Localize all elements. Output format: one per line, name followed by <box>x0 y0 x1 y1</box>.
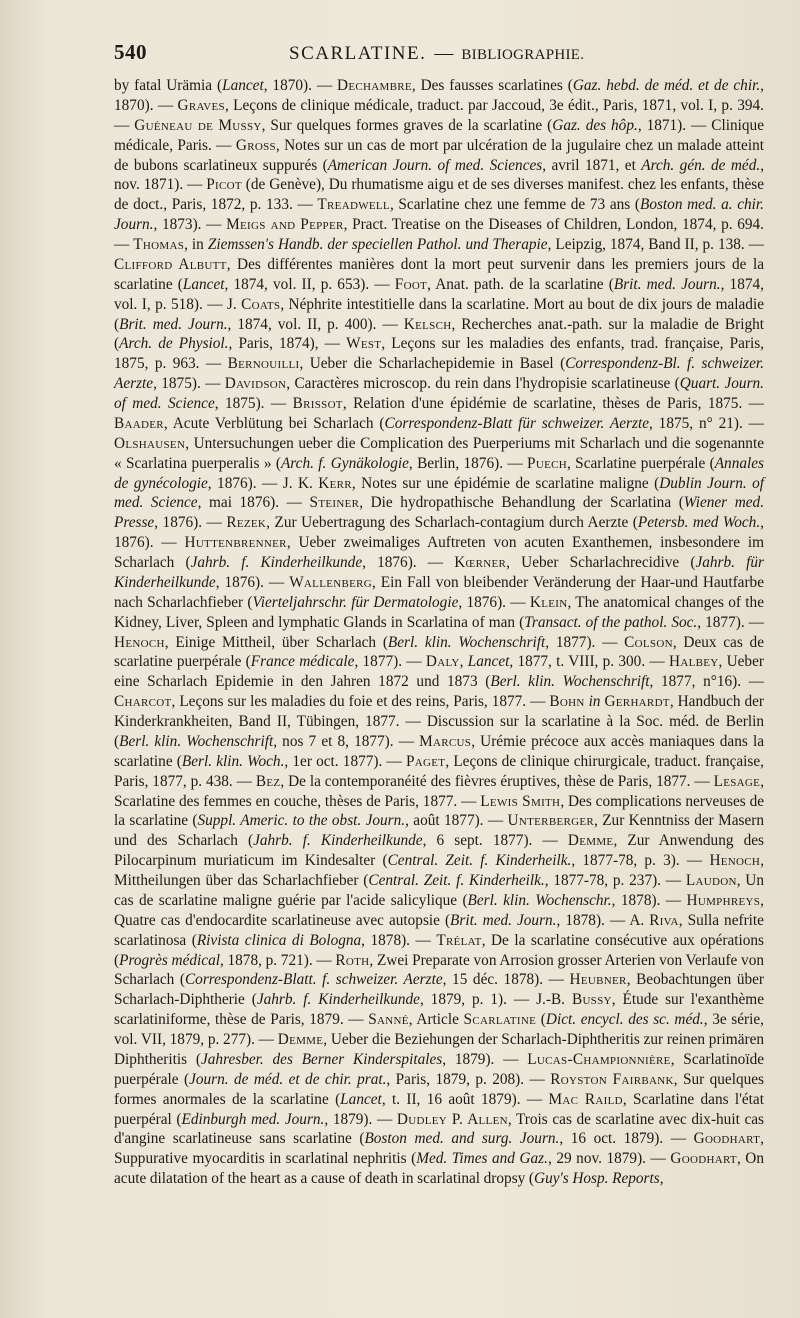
text-segment: , 29 nov. 1879). — <box>547 1150 671 1168</box>
text-segment: , Zur Anwendung des Pilocarpinum muriaticum im Kindesalter ( <box>114 832 765 870</box>
text-segment: , 1875). — <box>153 375 225 393</box>
text-segment: , Sulla nefrite scarlatinosa ( <box>114 911 764 949</box>
text-segment: (de Genève), Du rhumatisme aigu et de ses diverses manifest. chez les enfants, thèse de doct., Paris, 1872, p. 133. — <box>114 176 764 214</box>
citation-title: Arch. gén. de méd. <box>641 156 761 174</box>
citation-title: Berl. klin. Wochenschr. <box>467 891 612 909</box>
text-segment: , Quatre cas d'endocardite scarlatineuse avec autopsie ( <box>114 891 764 929</box>
text-segment: , 1878). — <box>611 891 687 909</box>
author-name: Bez <box>255 772 281 790</box>
text-segment: , Scarlatine puerpérale ( <box>567 454 715 472</box>
text-segment: , 1876). — <box>114 514 764 552</box>
text-segment: , nov. 1871). — <box>114 156 765 194</box>
author-name: Royston Fairbank <box>550 1070 674 1088</box>
citation-title: Lancet <box>340 1090 382 1108</box>
author-name: Trélat <box>436 931 482 949</box>
text-segment: , 1877-78, p. 3). — <box>571 852 710 870</box>
text-segment: , Pract. Treatise on the Diseases of Children, London, 1874, p. 694. — <box>114 216 764 253</box>
author-name: Lesage <box>713 772 761 790</box>
text-segment: , Scarlatine des femmes en couche, thèses de Paris, 1877. — <box>114 772 765 810</box>
citation-title: Dublin Journ. of med. Science <box>114 474 765 512</box>
author-name: Paget <box>405 752 446 770</box>
citation-title: France médicale <box>250 653 355 671</box>
author-name: Demme <box>567 832 614 850</box>
text-segment: , avril 1871, et <box>542 156 642 174</box>
citation-title: Guy's Hosp. Reports <box>534 1170 660 1188</box>
text-segment: , Zwei Preparate von Arrosion grosser Arterien von Verlaufe von Scharlach ( <box>114 951 764 989</box>
running-head <box>114 40 764 74</box>
page-number: 540 <box>114 40 147 64</box>
citation-title: Rivista clinica di Bologna <box>196 931 362 949</box>
author-name: Unterberger <box>507 812 595 830</box>
text-segment: , Suppurative myocarditis in scarlatinal nephritis ( <box>114 1130 764 1168</box>
text-segment: , Leçons sur les maladies du foie et des reins, Paris, 1877. — <box>171 693 550 711</box>
text-segment: , <box>459 653 468 671</box>
text-segment: , 1879). — <box>324 1110 397 1128</box>
text-segment: , 1874, vol. I, p. 518). — J. <box>114 275 764 313</box>
author-name: Treadwell <box>317 196 390 214</box>
author-name: Marcus <box>419 732 472 750</box>
citation-title: Brit. med. Journ. <box>613 275 721 293</box>
author-name: Coats <box>241 295 281 313</box>
citation-title: Annales de gynécologie <box>114 454 764 492</box>
author-name: Colson <box>624 633 673 651</box>
text-segment: , Ueber die Scharlachepidemie in Basel ( <box>299 355 566 373</box>
author-name: Sanné <box>368 1011 409 1029</box>
running-title: SCARLATINE. <box>289 43 427 64</box>
text-segment: , Leçons sur les maladies des enfants, trad. française, Paris, 1875, p. 963. — <box>114 335 764 373</box>
citation-title: Jahrb. f. Kinderheilkunde <box>253 832 423 850</box>
text-segment: , 1876). — <box>458 593 530 611</box>
author-name: Riva <box>649 911 679 929</box>
text-segment: , Étude sur l'exanthème scarlatiniforme, thèse de Paris, 1879. — <box>114 991 764 1029</box>
text-segment: , 1er oct. 1877). — <box>284 752 406 770</box>
citation-title: Dict. encycl. des sc. méd. <box>545 1011 704 1029</box>
text-segment: , Scarlatine chez une femme de 73 ans ( <box>389 196 640 214</box>
citation-title: Berl. klin. Wochenschrift <box>387 633 546 651</box>
author-name: Kelsch <box>403 315 452 333</box>
text-segment: , août 1877). — <box>405 812 508 830</box>
text-segment: , Leçons de clinique chirurgicale, traduct. française, Paris, 1877, p. 438. — <box>114 752 764 790</box>
text-segment: , Zur Uebertragung des Scharlach-contagium durch Aerzte ( <box>266 514 638 532</box>
text-segment: , 1870). — <box>114 77 764 114</box>
text-segment: , Un cas de scarlatine maligne guérie par l'acide salicylique ( <box>114 872 765 909</box>
text-segment: , 1875, n° 21). — <box>648 414 764 432</box>
author-name: Goodhart <box>670 1150 737 1168</box>
text-segment: , 1877). — <box>354 653 426 671</box>
text-segment: , 1877-78, p. 237). — <box>544 872 686 889</box>
author-name: Roth <box>335 951 370 969</box>
author-name: Olshausen <box>114 434 186 452</box>
text-segment: , Mittheilungen über das Scharlachfieber ( <box>114 852 765 889</box>
text-segment: , Caractères microscop. du rein dans l'hydropisie scarlatineuse ( <box>286 375 680 393</box>
text-segment: , 3e série, vol. VII, 1879, p. 277). — <box>114 1011 764 1048</box>
author-name: Henoch <box>709 852 761 870</box>
text-segment: , Ueber Scharlachrecidive ( <box>506 554 696 571</box>
text-segment: , Handbuch der Kinderkrankheiten, Band II, Tübingen, 1877. — Discussion sur la scarlatine à la Soc. méd. de Berlin ( <box>114 693 764 750</box>
citation-title: Berl. klin. Wochenschrift <box>490 673 650 691</box>
text-segment: , Einige Mittheil, über Scharlach ( <box>164 633 388 651</box>
citation-title: Edinburgh med. Journ. <box>181 1110 325 1128</box>
text-segment: , Scarlatine dans l'état puerpéral ( <box>114 1090 764 1128</box>
citation-title: Progrès médical <box>119 951 220 969</box>
text-segment: , Acute Verblütung bei Scharlach ( <box>163 414 385 432</box>
author-name: Graves <box>177 96 225 114</box>
citation-title: Med. Times and Gaz. <box>416 1150 548 1168</box>
citation-title: Lancet <box>222 77 264 94</box>
text-segment: , Notes sur un cas de mort par ulcération de la jugulaire chez un malade atteint de bubons scarlatineux suppurés ( <box>114 136 764 174</box>
text-segment: , 6 sept. 1877). — <box>422 832 568 850</box>
text-segment: , <box>659 1170 664 1188</box>
author-name: Gerhardt <box>604 693 670 711</box>
citation-title: Jahrb. f. Kinderheilkunde <box>190 554 363 571</box>
citation-title: Berl. klin. Wochenschrift <box>119 732 274 750</box>
text-segment: , Ueber zweimaliges Auftreten von acuten Exanthemen, insbesondere im Scharlach ( <box>114 534 764 571</box>
text-segment: , Ueber eine Scharlach Epidemie in den Jahren 1872 und 1873 ( <box>114 653 764 691</box>
author-name: Henoch <box>114 633 165 651</box>
text-segment: , Paris, 1874), — <box>228 335 347 353</box>
text-segment: , Paris, 1879, p. 208). — <box>386 1070 551 1088</box>
text-segment: , Des complications nerveuses de la scarlatine ( <box>114 792 765 830</box>
author-name: Dudley P. Allen <box>396 1110 508 1128</box>
author-name: Kerr <box>318 474 352 492</box>
author-name: Lucas-Championnière <box>527 1050 671 1068</box>
citation-title: Jahrb. für Kinderheilkunde <box>114 554 764 591</box>
text-segment: , 1871). — Clinique médicale, Paris. — <box>114 116 764 154</box>
text-segment: , 1878, p. 721). — <box>219 951 336 969</box>
author-name: Brissot <box>292 395 343 412</box>
author-name: Foot <box>394 275 428 293</box>
citation-title: Correspondenz-Bl. f. schweizer. Aerzte <box>114 355 764 393</box>
text-segment: , Article <box>408 1011 464 1029</box>
text-segment: , Leçons de clinique médicale, traduct. par Jaccoud, 3e édit., Paris, 1871, vol. I, p. 394. — <box>114 96 764 134</box>
text-segment: , Ein Fall von bleibender Veränderung der Haar-und Hautfarbe nach Scharlachfieber ( <box>114 573 764 611</box>
text-segment: , 1879, p. 1). — J.-B. <box>419 991 572 1009</box>
citation-title: Jahrb. f. Kinderheilkunde <box>256 991 420 1009</box>
author-name: Davidson <box>224 375 287 393</box>
author-name: Heubner <box>569 971 627 989</box>
author-name: Daly <box>425 653 460 671</box>
author-name: Mac Raild <box>548 1090 623 1108</box>
text-segment: , 1877). — <box>697 613 764 631</box>
citation-title: Boston med. a. chir. Journ. <box>114 196 764 234</box>
author-name: Klein <box>529 593 568 611</box>
citation-title: American Journ. of med. Sciences <box>327 156 543 174</box>
text-segment: , Leipzig, 1874, Band II, p. 138. — <box>547 236 764 253</box>
citation-title: Wiener med. Presse <box>114 494 765 532</box>
text-segment: , The anatomical changes of the Kidney, Liver, Spleen and lymphatic Glands in Scarlatina of man ( <box>114 593 764 631</box>
author-name: Huttenbrenner <box>184 534 287 552</box>
citation-title: Arch. f. Gynäkologie <box>280 454 409 472</box>
text-segment: , 1876). — <box>154 514 227 532</box>
text-segment: , Des fausses scarlatines ( <box>411 77 573 94</box>
author-name: Bernouilli <box>227 355 300 373</box>
author-name: Picot <box>206 176 242 194</box>
text-segment: , 1877, t. VIII, p. 300. — <box>509 653 669 671</box>
author-name: Bussy <box>571 991 612 1009</box>
citation-title: Central. Zeit. f. Kinderheilk. <box>387 852 572 870</box>
author-name: West <box>346 335 382 353</box>
text-segment: , Relation d'une épidémie de scarlatine, thèses de Paris, 1875. — <box>342 395 764 412</box>
text-segment: , Notes sur une épidémie de scarlatine maligne ( <box>351 474 660 492</box>
text-segment: , Berlin, 1876). — <box>408 454 528 472</box>
citation-title: Petersb. med Woch. <box>637 514 761 532</box>
text-segment: , 1877, n°16). — <box>649 673 764 691</box>
text-segment: , De la contemporanéité des fièvres éruptives, thèse de Paris, 1877. — <box>280 772 714 790</box>
author-name: Wallenberg <box>289 573 373 591</box>
author-name: Guéneau de Mussy <box>134 116 262 134</box>
author-name: Steiner <box>309 494 360 512</box>
running-subtitle: BIBLIOGRAPHIE. <box>461 47 585 63</box>
citation-title: Boston med. and surg. Journ. <box>364 1130 560 1148</box>
author-name: Scarlatine <box>463 1011 537 1029</box>
author-name: Baader <box>114 414 164 432</box>
author-name: Bohn <box>549 693 585 711</box>
citation-title: Central. Zeit. f. Kinderheilk. <box>368 872 545 889</box>
author-name: Goodhart <box>693 1130 761 1148</box>
text-segment: , 1875). — <box>214 395 293 412</box>
text-segment: , 16 oct. 1879). — <box>559 1130 694 1148</box>
citation-title: Lancet <box>467 653 510 671</box>
citation-title: in <box>588 693 601 711</box>
text-segment: , Urémie précoce aux accès maniaques dans la scarlatine ( <box>114 732 764 770</box>
text-segment: , 1879). — <box>442 1050 528 1068</box>
text-segment: , Die hydropathische Behandlung der Scarlatina ( <box>359 494 684 512</box>
citation-title: Brit. med. Journ. <box>119 315 228 333</box>
text-segment: , 1877). — <box>545 633 625 651</box>
text-segment: , 15 déc. 1878). — <box>442 971 570 989</box>
text-segment: , 1876). — <box>362 554 455 571</box>
text-segment: , 1878). — A. <box>556 911 650 929</box>
text-segment: , Deux cas de scarlatine puerpérale ( <box>114 633 764 671</box>
text-segment: by fatal Urämia ( <box>114 77 223 94</box>
text-segment: , 1876). — <box>215 573 290 591</box>
running-title-separator: — <box>434 43 454 64</box>
author-name: Humphreys <box>686 891 761 909</box>
citation-title: Gaz. des hôp. <box>552 116 638 134</box>
author-name: Charcot <box>114 693 172 711</box>
bibliography-text <box>114 76 764 1189</box>
author-name: Laudon <box>685 872 737 889</box>
text-segment: , Ueber die Beziehungen der Scharlach-Diphtheritis zur reinen primären Diphtheritis ( <box>114 1031 765 1068</box>
text-segment: , Untersuchungen ueber die Complication des Puerperiums mit Scharlach und die sogenannte « Scarlatina puerperalis » ( <box>114 434 764 472</box>
text-segment: , Zur Kenntniss der Masern und des Scharlach ( <box>114 812 764 850</box>
citation-title: Jahresber. des Berner Kinderspitales <box>200 1050 443 1068</box>
text-segment: , t. II, 16 août 1879). — <box>381 1090 549 1108</box>
citation-title: Correspondenz-Blatt für schweizer. Aerzte <box>384 414 649 432</box>
text-segment: , 1870). — <box>263 77 337 94</box>
author-name: Kœrner <box>454 554 507 571</box>
text-segment: , 1873). — <box>153 216 227 234</box>
text-segment: , Sur quelques formes graves de la scarlatine ( <box>261 116 553 134</box>
author-name: Meigs and Pepper <box>226 216 344 234</box>
text-segment: , Néphrite intestitielle dans la scarlatine. Mort au bout de dix jours de maladie ( <box>114 295 764 333</box>
author-name: Puech <box>527 454 567 472</box>
citation-title: Quart. Journ. of med. Science <box>114 375 764 412</box>
citation-title: Berl. klin. Woch. <box>181 752 285 770</box>
text-segment: , De la scarlatine consécutive aux opérations ( <box>114 931 765 969</box>
text-segment: , Trois cas de scarlatine avec dix-huit cas d'angine scarlatineuse sans scarlatine ( <box>114 1110 764 1148</box>
author-name: Dechambre <box>337 77 412 94</box>
text-segment: , Sur quelques formes anormales de la scarlatine ( <box>114 1070 765 1108</box>
author-name: Demme <box>277 1031 324 1048</box>
citation-title: Gaz. hebd. de méd. et de chir. <box>572 77 761 94</box>
citation-title: Brit. med. Journ. <box>450 911 557 929</box>
text-segment: , On acute dilatation of the heart as a cause of death in scarlatinal dropsy ( <box>114 1150 764 1188</box>
text-segment: , Scarlatinoïde puerpérale ( <box>114 1050 765 1088</box>
text-segment: , 1874, vol. II, p. 400). — <box>227 315 404 333</box>
text-segment: , 1874, vol. II, p. 653). — <box>224 275 395 293</box>
text-segment: , Anat. path. de la scarlatine ( <box>427 275 614 293</box>
author-name: Halbey <box>668 653 719 671</box>
author-name: Thomas <box>133 236 185 253</box>
citation-title: Lancet <box>182 275 225 293</box>
citation-title: Transact. of the pathol. Soc. <box>524 613 698 631</box>
text-segment: , in <box>184 236 208 253</box>
text-segment: , Des différentes manières dont la mort peut survenir dans les premiers jours de la scarlatine ( <box>114 255 764 293</box>
author-name: Rezek <box>226 514 267 532</box>
text-segment: , 1876). — J. K. <box>207 474 319 492</box>
citation-title: Vierteljahrschr. für Dermatologie <box>252 593 459 611</box>
citation-title: Suppl. Americ. to the obst. Journ. <box>197 812 406 830</box>
author-name: Lewis Smith <box>480 792 561 810</box>
text-segment: ( <box>536 1011 546 1029</box>
text-segment: , mai 1876). — <box>197 494 310 512</box>
text-segment: , nos 7 et 8, 1877). — <box>273 732 420 750</box>
text-segment: , Recherches anat.-path. sur la maladie de Bright ( <box>114 315 764 353</box>
citation-title: Arch. de Physiol. <box>119 335 229 353</box>
citation-title: Correspondenz-Blatt. f. schweizer. Aerzte <box>184 971 443 989</box>
citation-title: Journ. de méd. et de chir. prat. <box>189 1070 387 1088</box>
text-segment: , Beobachtungen über Scharlach-Diphtherie ( <box>114 971 764 1009</box>
citation-title: Ziemssen's Handb. der speciellen Pathol. und Therapie <box>207 236 548 253</box>
author-name: Clifford Albutt <box>114 255 227 273</box>
author-name: Gross <box>235 136 276 154</box>
text-segment: , 1878). — <box>361 931 437 949</box>
